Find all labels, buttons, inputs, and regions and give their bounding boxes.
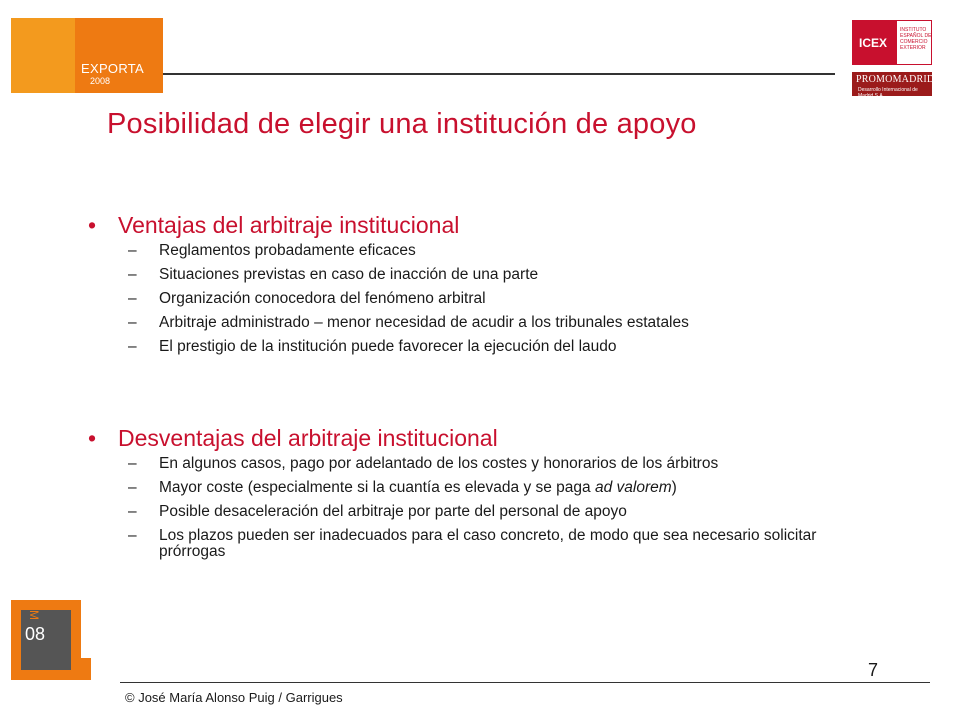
icex-logo-word: ICEX <box>859 36 888 50</box>
exporta-logo-word: EXPORTA <box>81 61 145 76</box>
exporta-logo-panel <box>75 18 163 93</box>
icex-logo-block <box>853 21 897 64</box>
m08-logo-number: 08 <box>25 624 46 644</box>
list-item-text-pre: Mayor coste (especialmente si la cuantía es elevada y se paga <box>159 479 595 496</box>
list-item <box>88 339 878 355</box>
list-item-text: Posible desaceleración del arbitraje por parte del personal de apoyo <box>159 503 627 520</box>
icex-logo <box>852 20 932 65</box>
dash-icon: – <box>128 266 137 283</box>
section-advantages <box>88 211 878 363</box>
dash-icon: – <box>128 314 137 331</box>
exporta-logo <box>11 18 163 93</box>
slide-title: Posibilidad de elegir una institución de apoyo <box>107 108 697 140</box>
icex-logo-text: INSTITUTO ESPAÑOL DE COMERCIO EXTERIOR <box>900 27 932 51</box>
list-item-text: En algunos casos, pago por adelantado de los costes y honorarios de los árbitros <box>159 455 719 472</box>
section-disadvantages <box>88 424 878 568</box>
list-item-text-italic: ad valorem <box>594 479 672 496</box>
list-item-text: Situaciones previstas en caso de inacción de una parte <box>159 266 539 283</box>
dash-icon: – <box>128 290 137 307</box>
footer-copyright: © José María Alonso Puig / Garrigues <box>125 690 343 705</box>
section-heading <box>88 211 878 239</box>
list-item <box>88 504 878 520</box>
list-item-text: El prestigio de la institución puede favorecer la ejecución del laudo <box>159 338 617 355</box>
exporta-logo-year: 2008 <box>90 76 111 86</box>
list-item <box>88 480 878 496</box>
promomadrid-logo-sub: Desarrollo Internacional de Madrid S.A. <box>858 87 918 99</box>
dash-icon: – <box>128 455 137 472</box>
bullet-icon: • <box>88 212 97 238</box>
list-item-text: Reglamentos probadamente eficaces <box>159 242 416 259</box>
dash-icon: – <box>128 479 137 496</box>
list-item-text: Arbitraje administrado – menor necesidad de acudir a los tribunales estatales <box>159 314 689 331</box>
list-item <box>88 243 878 259</box>
list-item <box>88 528 879 560</box>
m08-logo-notch <box>71 658 91 680</box>
bullet-icon: • <box>88 425 97 451</box>
dash-icon: – <box>128 338 137 355</box>
list-item-text-post: ) <box>671 479 677 496</box>
m08-logo <box>11 600 81 680</box>
dash-icon: – <box>128 503 137 520</box>
section-heading-text: Ventajas del arbitraje institucional <box>118 212 460 238</box>
list-item-text: Organización conocedora del fenómeno arbitral <box>159 290 486 307</box>
m08-logo-letter: M <box>27 610 41 620</box>
disadvantages-list <box>88 456 878 560</box>
dash-icon: – <box>128 242 137 259</box>
advantages-list <box>88 243 878 355</box>
section-heading-text: Desventajas del arbitraje institucional <box>118 425 498 451</box>
page-number: 7 <box>868 660 879 680</box>
list-item <box>88 291 878 307</box>
promomadrid-logo <box>852 72 935 99</box>
header-divider <box>163 73 835 75</box>
list-item <box>88 267 878 283</box>
list-item <box>88 456 879 472</box>
dash-icon: – <box>128 527 137 544</box>
list-item-text: Los plazos pueden ser inadecuados para el caso concreto, de modo que sea necesario solicitar prórrogas <box>159 527 817 560</box>
promomadrid-logo-word: PROMOMADRID <box>856 74 935 85</box>
list-item <box>88 315 879 331</box>
section-heading <box>88 424 878 452</box>
footer-divider <box>120 682 930 683</box>
